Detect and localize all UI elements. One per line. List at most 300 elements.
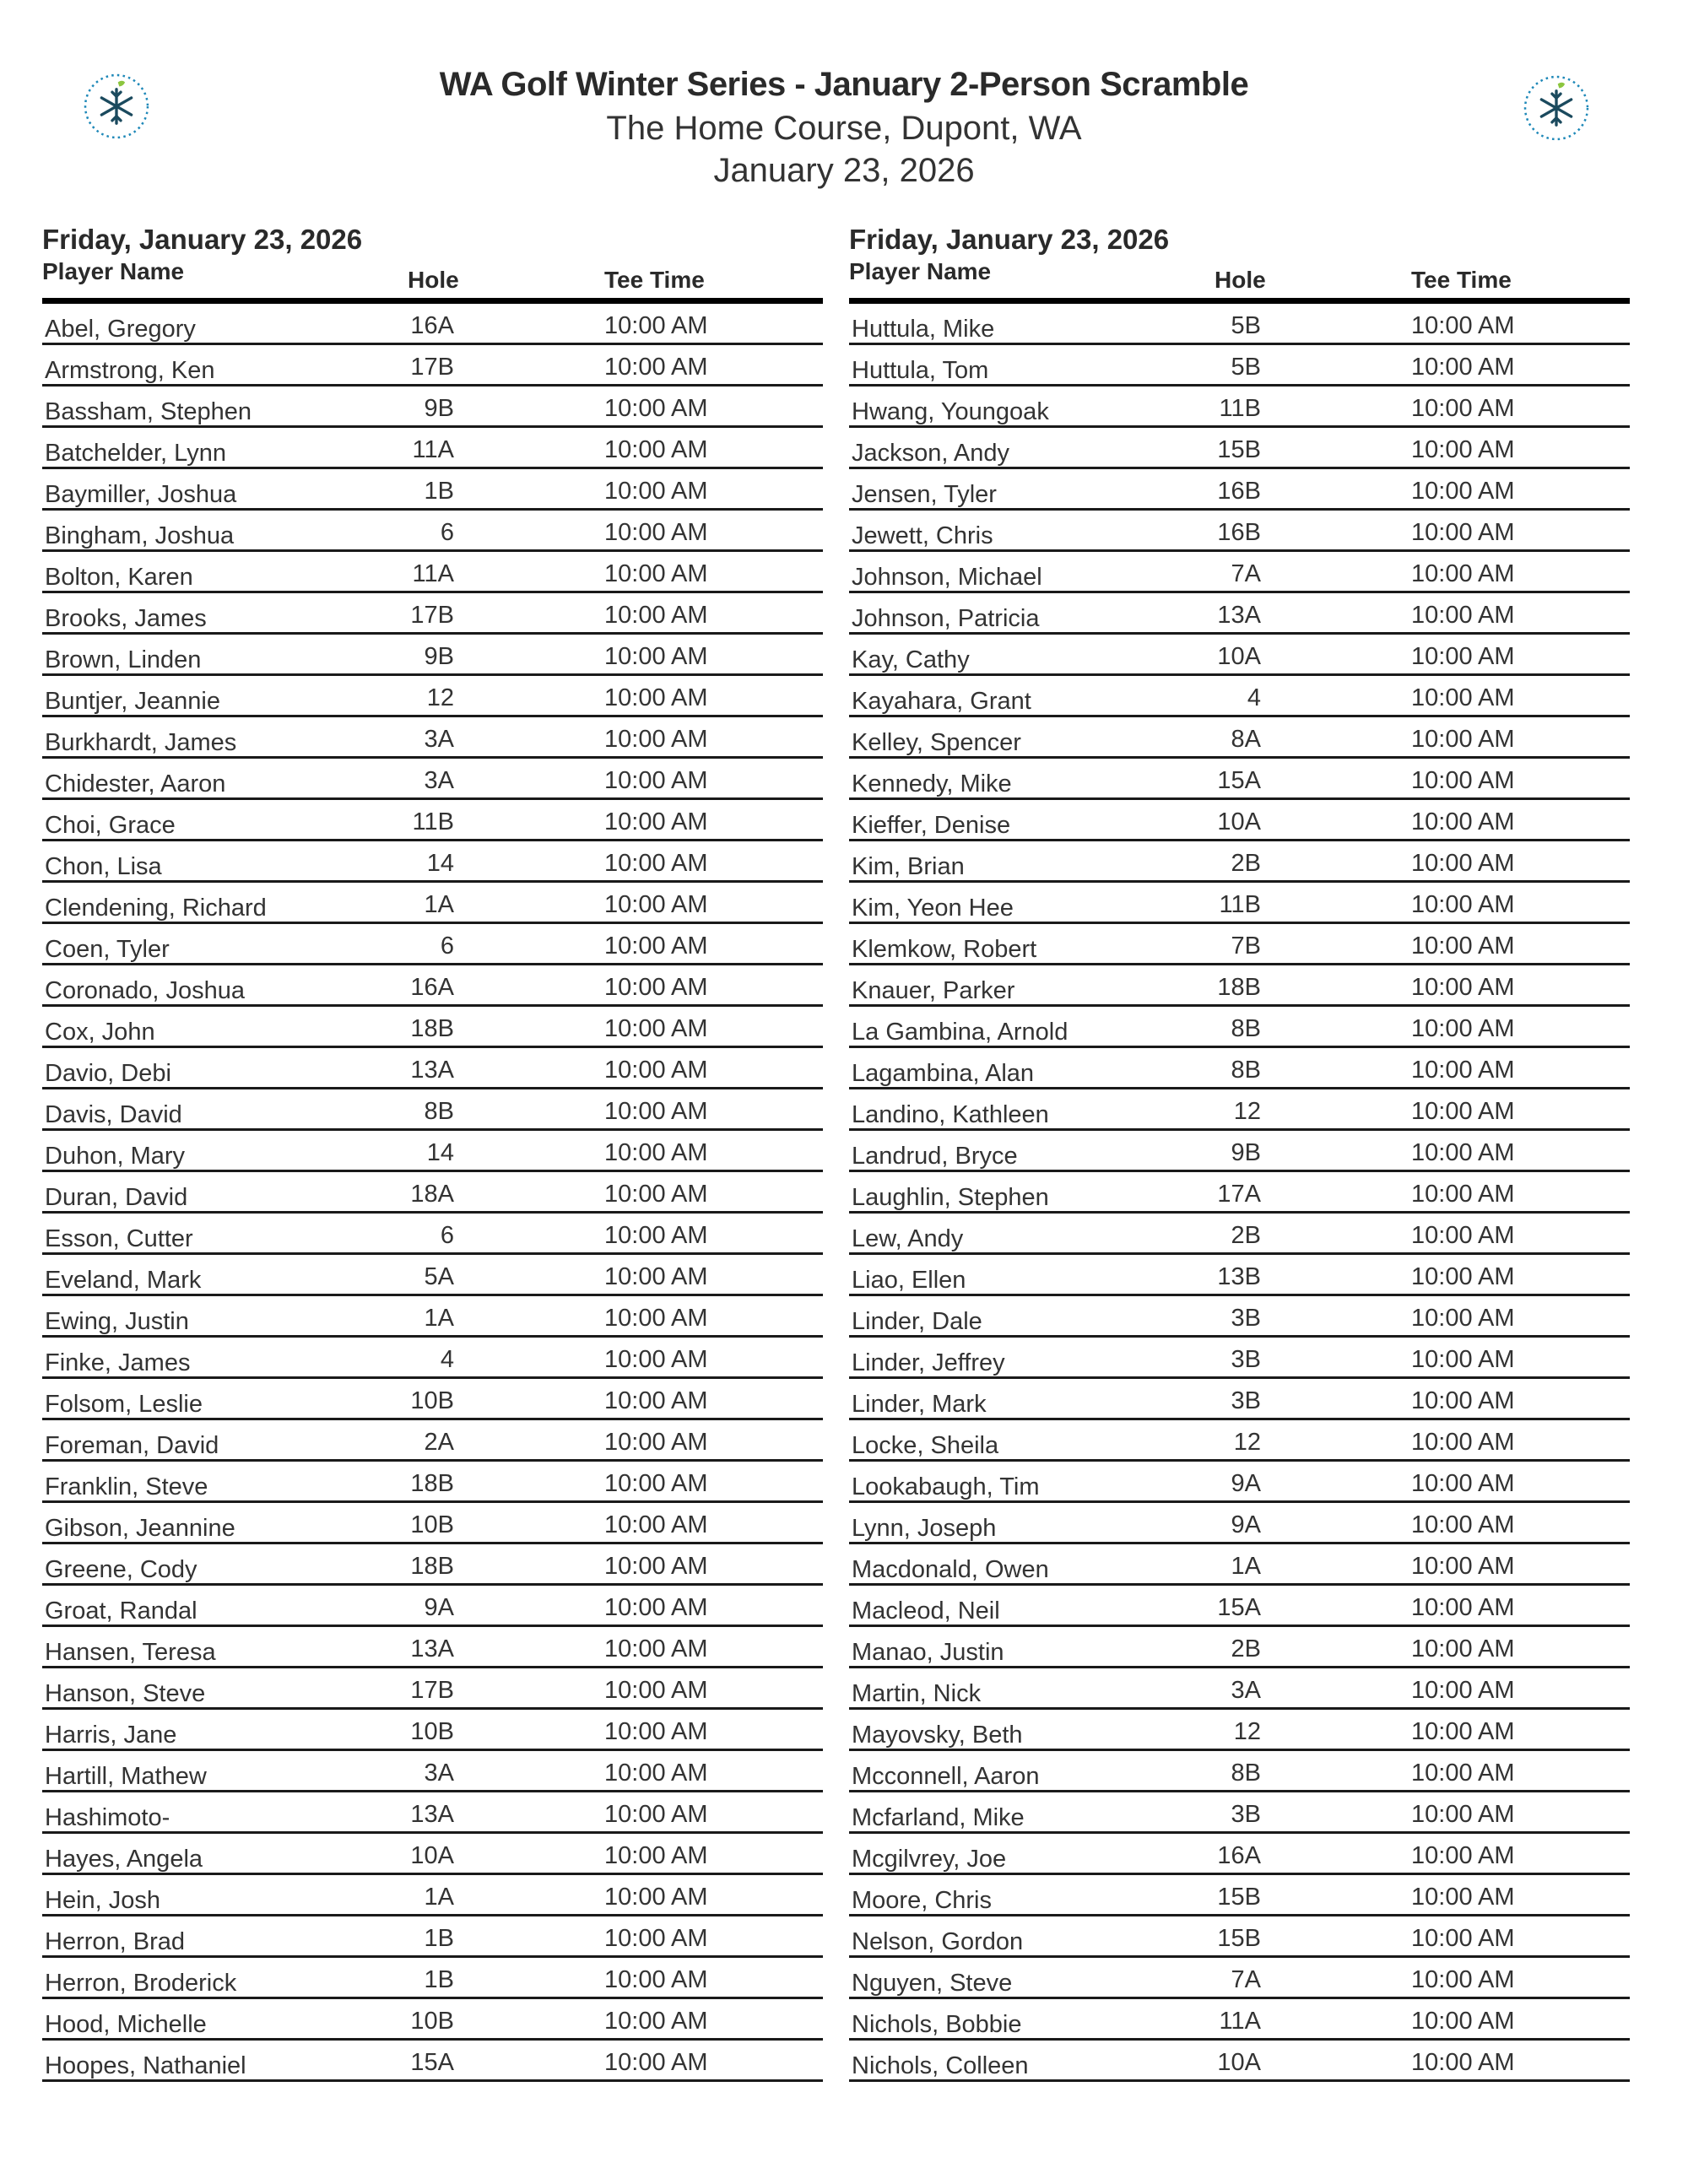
player-name: Esson, Cutter xyxy=(45,1225,193,1252)
tee-time: 10:00 AM xyxy=(604,2008,708,2035)
tee-time: 10:00 AM xyxy=(1411,436,1515,463)
hole-number: 10A xyxy=(1217,2049,1261,2076)
hole-number: 10B xyxy=(410,1718,454,1745)
player-name: Clendening, Richard xyxy=(45,895,267,922)
tee-time: 10:00 AM xyxy=(604,1139,708,1166)
table-row xyxy=(42,428,823,469)
hole-number: 8B xyxy=(1231,1760,1261,1787)
hole-number: 15A xyxy=(1217,1594,1261,1621)
player-name: Ewing, Justin xyxy=(45,1308,189,1335)
tee-time: 10:00 AM xyxy=(1411,1553,1515,1580)
table-row xyxy=(42,1586,823,1627)
tee-time: 10:00 AM xyxy=(604,808,708,835)
tee-time: 10:00 AM xyxy=(604,684,708,711)
tee-time: 10:00 AM xyxy=(1411,1718,1515,1745)
table-row xyxy=(849,1999,1630,2041)
player-name: Buntjer, Jeannie xyxy=(45,688,220,715)
table-row xyxy=(42,1668,823,1710)
player-name: Chidester, Aaron xyxy=(45,770,226,797)
hole-number: 3A xyxy=(424,767,454,794)
player-name: Mayovsky, Beth xyxy=(852,1722,1023,1749)
tee-time: 10:00 AM xyxy=(604,974,708,1001)
tee-time: 10:00 AM xyxy=(1411,519,1515,546)
hole-number: 1A xyxy=(424,1305,454,1332)
player-name: Kayahara, Grant xyxy=(852,688,1031,715)
player-name: Eveland, Mark xyxy=(45,1267,202,1294)
hole-number: 1B xyxy=(424,478,454,505)
table-row xyxy=(42,1999,823,2041)
table-row xyxy=(849,1007,1630,1048)
hole-number: 2B xyxy=(1231,1635,1261,1662)
table-row xyxy=(849,1710,1630,1751)
tee-time: 10:00 AM xyxy=(604,1057,708,1084)
tee-time: 10:00 AM xyxy=(604,519,708,546)
player-name: Hein, Josh xyxy=(45,1887,161,1914)
player-name: Lookabaugh, Tim xyxy=(852,1473,1040,1500)
table-row xyxy=(42,1916,823,1958)
table-row xyxy=(849,2041,1630,2082)
table-row xyxy=(849,841,1630,883)
tee-time: 10:00 AM xyxy=(1411,312,1515,339)
tee-time: 10:00 AM xyxy=(1411,1098,1515,1125)
tee-time: 10:00 AM xyxy=(604,726,708,753)
hole-number: 18A xyxy=(410,1181,454,1208)
hole-number: 17B xyxy=(410,602,454,629)
tee-time: 10:00 AM xyxy=(604,1305,708,1332)
player-name: Choi, Grace xyxy=(45,812,176,839)
table-row xyxy=(42,387,823,428)
player-name: Greene, Cody xyxy=(45,1556,197,1583)
hole-number: 11A xyxy=(1219,2008,1261,2035)
player-name: Brooks, James xyxy=(45,605,207,632)
hole-number: 15A xyxy=(1217,767,1261,794)
hole-number: 14 xyxy=(426,1139,454,1166)
tee-time: 10:00 AM xyxy=(604,2049,708,2076)
tee-time: 10:00 AM xyxy=(604,1884,708,1911)
hole-number: 6 xyxy=(440,933,454,960)
table-row xyxy=(42,1751,823,1792)
player-name: La Gambina, Arnold xyxy=(852,1019,1069,1046)
table-row xyxy=(42,304,823,345)
table-row xyxy=(42,1172,823,1214)
hole-number: 9B xyxy=(424,643,454,670)
tee-time: 10:00 AM xyxy=(1411,684,1515,711)
table-row xyxy=(849,965,1630,1007)
hole-number: 1A xyxy=(424,891,454,918)
tee-time: 10:00 AM xyxy=(604,1470,708,1497)
player-name: Macleod, Neil xyxy=(852,1597,1000,1624)
player-name: Nichols, Bobbie xyxy=(852,2011,1022,2038)
table-row xyxy=(42,1503,823,1544)
tee-time: 10:00 AM xyxy=(1411,560,1515,587)
player-name: Macdonald, Owen xyxy=(852,1556,1049,1583)
tee-time: 10:00 AM xyxy=(1411,1222,1515,1249)
tee-time: 10:00 AM xyxy=(1411,1263,1515,1290)
tee-time: 10:00 AM xyxy=(604,1801,708,1828)
page-title: WA Golf Winter Series - January 2-Person Scramble xyxy=(439,66,1249,103)
player-name: Chon, Lisa xyxy=(45,853,162,880)
tee-time: 10:00 AM xyxy=(1411,1470,1515,1497)
player-name: Nguyen, Steve xyxy=(852,1970,1013,1997)
player-name: Huttula, Mike xyxy=(852,316,995,343)
player-name: Abel, Gregory xyxy=(45,316,196,343)
table-row xyxy=(42,965,823,1007)
hole-number: 1A xyxy=(1231,1553,1261,1580)
player-name: Johnson, Patricia xyxy=(852,605,1040,632)
tee-time: 10:00 AM xyxy=(604,1553,708,1580)
hole-number: 18B xyxy=(1217,974,1261,1001)
player-name: Duhon, Mary xyxy=(45,1143,186,1170)
header-divider xyxy=(849,298,1630,304)
table-row xyxy=(42,676,823,717)
tee-time: 10:00 AM xyxy=(604,1594,708,1621)
player-list xyxy=(849,304,1630,2082)
player-name: Nelson, Gordon xyxy=(852,1928,1024,1955)
player-name: Finke, James xyxy=(45,1349,191,1376)
table-row xyxy=(849,1586,1630,1627)
table-row xyxy=(849,1834,1630,1875)
player-name: Kelley, Spencer xyxy=(852,729,1021,756)
hole-number: 16A xyxy=(1217,1842,1261,1869)
hole-number: 1B xyxy=(424,1966,454,1993)
player-name: Kennedy, Mike xyxy=(852,770,1012,797)
tee-time: 10:00 AM xyxy=(1411,602,1515,629)
player-name: Kim, Brian xyxy=(852,853,965,880)
table-row xyxy=(42,1710,823,1751)
hole-number: 10B xyxy=(410,1387,454,1414)
tee-time: 10:00 AM xyxy=(604,1429,708,1456)
hole-number: 13B xyxy=(1217,1263,1261,1290)
hole-number: 10B xyxy=(410,2008,454,2035)
hole-number: 9B xyxy=(1231,1139,1261,1166)
table-row xyxy=(42,1048,823,1089)
hole-number: 12 xyxy=(1233,1429,1261,1456)
tee-time: 10:00 AM xyxy=(1411,1429,1515,1456)
hole-number: 2B xyxy=(1231,850,1261,877)
hole-number: 12 xyxy=(1233,1718,1261,1745)
table-row xyxy=(849,800,1630,841)
table-row xyxy=(849,1875,1630,1916)
player-name: Mcfarland, Mike xyxy=(852,1804,1025,1831)
table-row xyxy=(849,676,1630,717)
table-row xyxy=(42,759,823,800)
tee-time: 10:00 AM xyxy=(1411,767,1515,794)
table-row xyxy=(42,1131,823,1172)
tee-time: 10:00 AM xyxy=(604,1098,708,1125)
tee-time: 10:00 AM xyxy=(1411,643,1515,670)
table-row xyxy=(849,1751,1630,1792)
hole-number: 10B xyxy=(410,1511,454,1538)
tee-time: 10:00 AM xyxy=(1411,1511,1515,1538)
header-hole: Hole xyxy=(1215,267,1266,293)
table-row xyxy=(849,552,1630,593)
tee-time: 10:00 AM xyxy=(1411,974,1515,1001)
hole-number: 9A xyxy=(1231,1511,1261,1538)
hole-number: 10A xyxy=(410,1842,454,1869)
table-row xyxy=(849,924,1630,965)
tee-time: 10:00 AM xyxy=(604,933,708,960)
section-date: Friday, January 23, 2026 xyxy=(849,224,1170,255)
hole-number: 10A xyxy=(1217,643,1261,670)
tee-time: 10:00 AM xyxy=(604,1718,708,1745)
player-name: Johnson, Michael xyxy=(852,564,1042,591)
hole-number: 1B xyxy=(424,1925,454,1952)
table-row xyxy=(849,387,1630,428)
table-row xyxy=(42,2041,823,2082)
hole-number: 17B xyxy=(410,354,454,381)
header-player-name: Player Name xyxy=(42,258,185,284)
player-name: Landrud, Bryce xyxy=(852,1143,1018,1170)
table-row xyxy=(849,428,1630,469)
hole-number: 3B xyxy=(1231,1801,1261,1828)
table-row xyxy=(849,304,1630,345)
hole-number: 15B xyxy=(1217,1884,1261,1911)
hole-number: 11B xyxy=(412,808,454,835)
event-date: January 23, 2026 xyxy=(713,152,975,189)
tee-time: 10:00 AM xyxy=(604,1635,708,1662)
table-row xyxy=(42,593,823,635)
tee-time: 10:00 AM xyxy=(604,1346,708,1373)
table-row xyxy=(849,345,1630,387)
hole-number: 16B xyxy=(1217,519,1261,546)
player-name: Linder, Jeffrey xyxy=(852,1349,1005,1376)
hole-number: 16A xyxy=(410,312,454,339)
tee-time: 10:00 AM xyxy=(604,643,708,670)
tee-time: 10:00 AM xyxy=(604,1181,708,1208)
hole-number: 18B xyxy=(410,1470,454,1497)
hole-number: 4 xyxy=(1247,684,1261,711)
tee-time: 10:00 AM xyxy=(1411,1884,1515,1911)
tee-time: 10:00 AM xyxy=(1411,726,1515,753)
tee-time: 10:00 AM xyxy=(1411,1057,1515,1084)
player-name: Davis, David xyxy=(45,1101,182,1128)
table-row xyxy=(42,800,823,841)
tee-sheet-column-right xyxy=(849,221,1630,2082)
player-name: Baymiller, Joshua xyxy=(45,481,237,508)
player-name: Laughlin, Stephen xyxy=(852,1184,1049,1211)
player-name: Mcgilvrey, Joe xyxy=(852,1846,1007,1873)
hole-number: 15B xyxy=(1217,436,1261,463)
hole-number: 4 xyxy=(440,1346,454,1373)
hole-number: 5B xyxy=(1231,354,1261,381)
table-row xyxy=(42,1296,823,1338)
player-name: Jewett, Chris xyxy=(852,522,993,549)
table-row xyxy=(42,1875,823,1916)
hole-number: 18B xyxy=(410,1015,454,1042)
hole-number: 3B xyxy=(1231,1346,1261,1373)
tee-time: 10:00 AM xyxy=(604,312,708,339)
tee-time: 10:00 AM xyxy=(604,767,708,794)
table-row xyxy=(849,1792,1630,1834)
table-row xyxy=(42,1255,823,1296)
hole-number: 7A xyxy=(1231,560,1261,587)
tee-time: 10:00 AM xyxy=(1411,1677,1515,1704)
player-name: Davio, Debi xyxy=(45,1060,171,1087)
hole-number: 10A xyxy=(1217,808,1261,835)
header-divider xyxy=(42,298,823,304)
player-name: Hartill, Mathew xyxy=(45,1763,207,1790)
hole-number: 18B xyxy=(410,1553,454,1580)
tee-time: 10:00 AM xyxy=(1411,1925,1515,1952)
tee-time: 10:00 AM xyxy=(604,1387,708,1414)
tee-time: 10:00 AM xyxy=(1411,478,1515,505)
course-location: The Home Course, Dupont, WA xyxy=(606,110,1082,147)
table-row xyxy=(42,1462,823,1503)
table-row xyxy=(42,1544,823,1586)
hole-number: 3B xyxy=(1231,1387,1261,1414)
player-name: Gibson, Jeannine xyxy=(45,1515,235,1542)
hole-number: 8B xyxy=(1231,1057,1261,1084)
tee-time: 10:00 AM xyxy=(1411,850,1515,877)
table-row xyxy=(849,1544,1630,1586)
hole-number: 11B xyxy=(1219,891,1261,918)
player-name: Hayes, Angela xyxy=(45,1846,203,1873)
table-row xyxy=(42,1627,823,1668)
tee-time: 10:00 AM xyxy=(1411,933,1515,960)
player-name: Armstrong, Ken xyxy=(45,357,215,384)
table-row xyxy=(849,1916,1630,1958)
table-row xyxy=(849,1627,1630,1668)
table-row xyxy=(849,593,1630,635)
player-name: Kieffer, Denise xyxy=(852,812,1011,839)
hole-number: 3A xyxy=(424,1760,454,1787)
player-list xyxy=(42,304,823,2082)
hole-number: 2A xyxy=(424,1429,454,1456)
header-player-name: Player Name xyxy=(849,258,992,284)
tee-time: 10:00 AM xyxy=(604,1760,708,1787)
hole-number: 9A xyxy=(424,1594,454,1621)
tee-time: 10:00 AM xyxy=(1411,1594,1515,1621)
player-name: Foreman, David xyxy=(45,1432,219,1459)
hole-number: 13A xyxy=(410,1801,454,1828)
hole-number: 13A xyxy=(410,1057,454,1084)
tee-time: 10:00 AM xyxy=(1411,1139,1515,1166)
table-row xyxy=(849,511,1630,552)
tee-time: 10:00 AM xyxy=(604,1263,708,1290)
hole-number: 5B xyxy=(1231,312,1261,339)
table-row xyxy=(42,1214,823,1255)
table-row xyxy=(849,1462,1630,1503)
table-row xyxy=(42,1420,823,1462)
table-row xyxy=(849,759,1630,800)
player-name: Hansen, Teresa xyxy=(45,1639,216,1666)
tee-time: 10:00 AM xyxy=(1411,808,1515,835)
player-name: Batchelder, Lynn xyxy=(45,440,226,467)
player-name: Franklin, Steve xyxy=(45,1473,208,1500)
player-name: Huttula, Tom xyxy=(852,357,989,384)
hole-number: 7A xyxy=(1231,1966,1261,1993)
table-header xyxy=(849,258,1630,296)
hole-number: 8A xyxy=(1231,726,1261,753)
header-hole: Hole xyxy=(408,267,459,293)
player-name: Harris, Jane xyxy=(45,1722,177,1749)
tee-time: 10:00 AM xyxy=(1411,1635,1515,1662)
hole-number: 9A xyxy=(1231,1470,1261,1497)
hole-number: 12 xyxy=(1233,1098,1261,1125)
table-row xyxy=(849,1255,1630,1296)
player-name: Burkhardt, James xyxy=(45,729,237,756)
hole-number: 14 xyxy=(426,850,454,877)
hole-number: 2B xyxy=(1231,1222,1261,1249)
table-row xyxy=(42,924,823,965)
hole-number: 12 xyxy=(426,684,454,711)
hole-number: 11A xyxy=(412,436,454,463)
hole-number: 5A xyxy=(424,1263,454,1290)
tee-time: 10:00 AM xyxy=(1411,354,1515,381)
player-name: Bingham, Joshua xyxy=(45,522,235,549)
hole-number: 15A xyxy=(410,2049,454,2076)
player-name: Herron, Broderick xyxy=(45,1970,237,1997)
tee-time: 10:00 AM xyxy=(1411,395,1515,422)
hole-number: 7B xyxy=(1231,933,1261,960)
player-name: Lynn, Joseph xyxy=(852,1515,997,1542)
tee-time: 10:00 AM xyxy=(604,1015,708,1042)
hole-number: 11B xyxy=(1219,395,1261,422)
hole-number: 1A xyxy=(424,1884,454,1911)
table-row xyxy=(42,717,823,759)
player-name: Moore, Chris xyxy=(852,1887,992,1914)
hole-number: 16A xyxy=(410,974,454,1001)
player-name: Linder, Mark xyxy=(852,1391,987,1418)
table-row xyxy=(849,1214,1630,1255)
table-header xyxy=(42,258,823,296)
player-name: Coen, Tyler xyxy=(45,936,170,963)
player-name: Groat, Randal xyxy=(45,1597,197,1624)
player-name: Hood, Michelle xyxy=(45,2011,207,2038)
table-row xyxy=(849,1338,1630,1379)
player-name: Nichols, Colleen xyxy=(852,2052,1029,2079)
player-name: Bolton, Karen xyxy=(45,564,193,591)
tee-time: 10:00 AM xyxy=(1411,1181,1515,1208)
table-row xyxy=(849,1379,1630,1420)
hole-number: 6 xyxy=(440,1222,454,1249)
player-name: Hashimoto- xyxy=(45,1804,170,1831)
hole-number: 9B xyxy=(424,395,454,422)
hole-number: 6 xyxy=(440,519,454,546)
player-name: Brown, Linden xyxy=(45,646,202,673)
player-name: Jackson, Andy xyxy=(852,440,1009,467)
hole-number: 13A xyxy=(410,1635,454,1662)
hole-number: 15B xyxy=(1217,1925,1261,1952)
player-name: Lagambina, Alan xyxy=(852,1060,1035,1087)
hole-number: 8B xyxy=(1231,1015,1261,1042)
hole-number: 13A xyxy=(1217,602,1261,629)
table-row xyxy=(42,635,823,676)
table-row xyxy=(42,552,823,593)
table-row xyxy=(42,1379,823,1420)
tee-time: 10:00 AM xyxy=(1411,1305,1515,1332)
player-name: Liao, Ellen xyxy=(852,1267,966,1294)
table-row xyxy=(849,1172,1630,1214)
table-row xyxy=(42,883,823,924)
tee-time: 10:00 AM xyxy=(604,1511,708,1538)
table-row xyxy=(42,1089,823,1131)
table-row xyxy=(42,345,823,387)
table-row xyxy=(849,1089,1630,1131)
tee-time: 10:00 AM xyxy=(604,1677,708,1704)
header-tee-time: Tee Time xyxy=(1411,267,1512,293)
player-name: Hwang, Youngoak xyxy=(852,398,1049,425)
table-row xyxy=(849,1503,1630,1544)
hole-number: 8B xyxy=(424,1098,454,1125)
tee-sheet-column-left xyxy=(42,221,823,2082)
table-row xyxy=(849,717,1630,759)
table-row xyxy=(42,1792,823,1834)
player-name: Hanson, Steve xyxy=(45,1680,206,1707)
hole-number: 11A xyxy=(412,560,454,587)
player-name: Landino, Kathleen xyxy=(852,1101,1049,1128)
tee-time: 10:00 AM xyxy=(1411,891,1515,918)
